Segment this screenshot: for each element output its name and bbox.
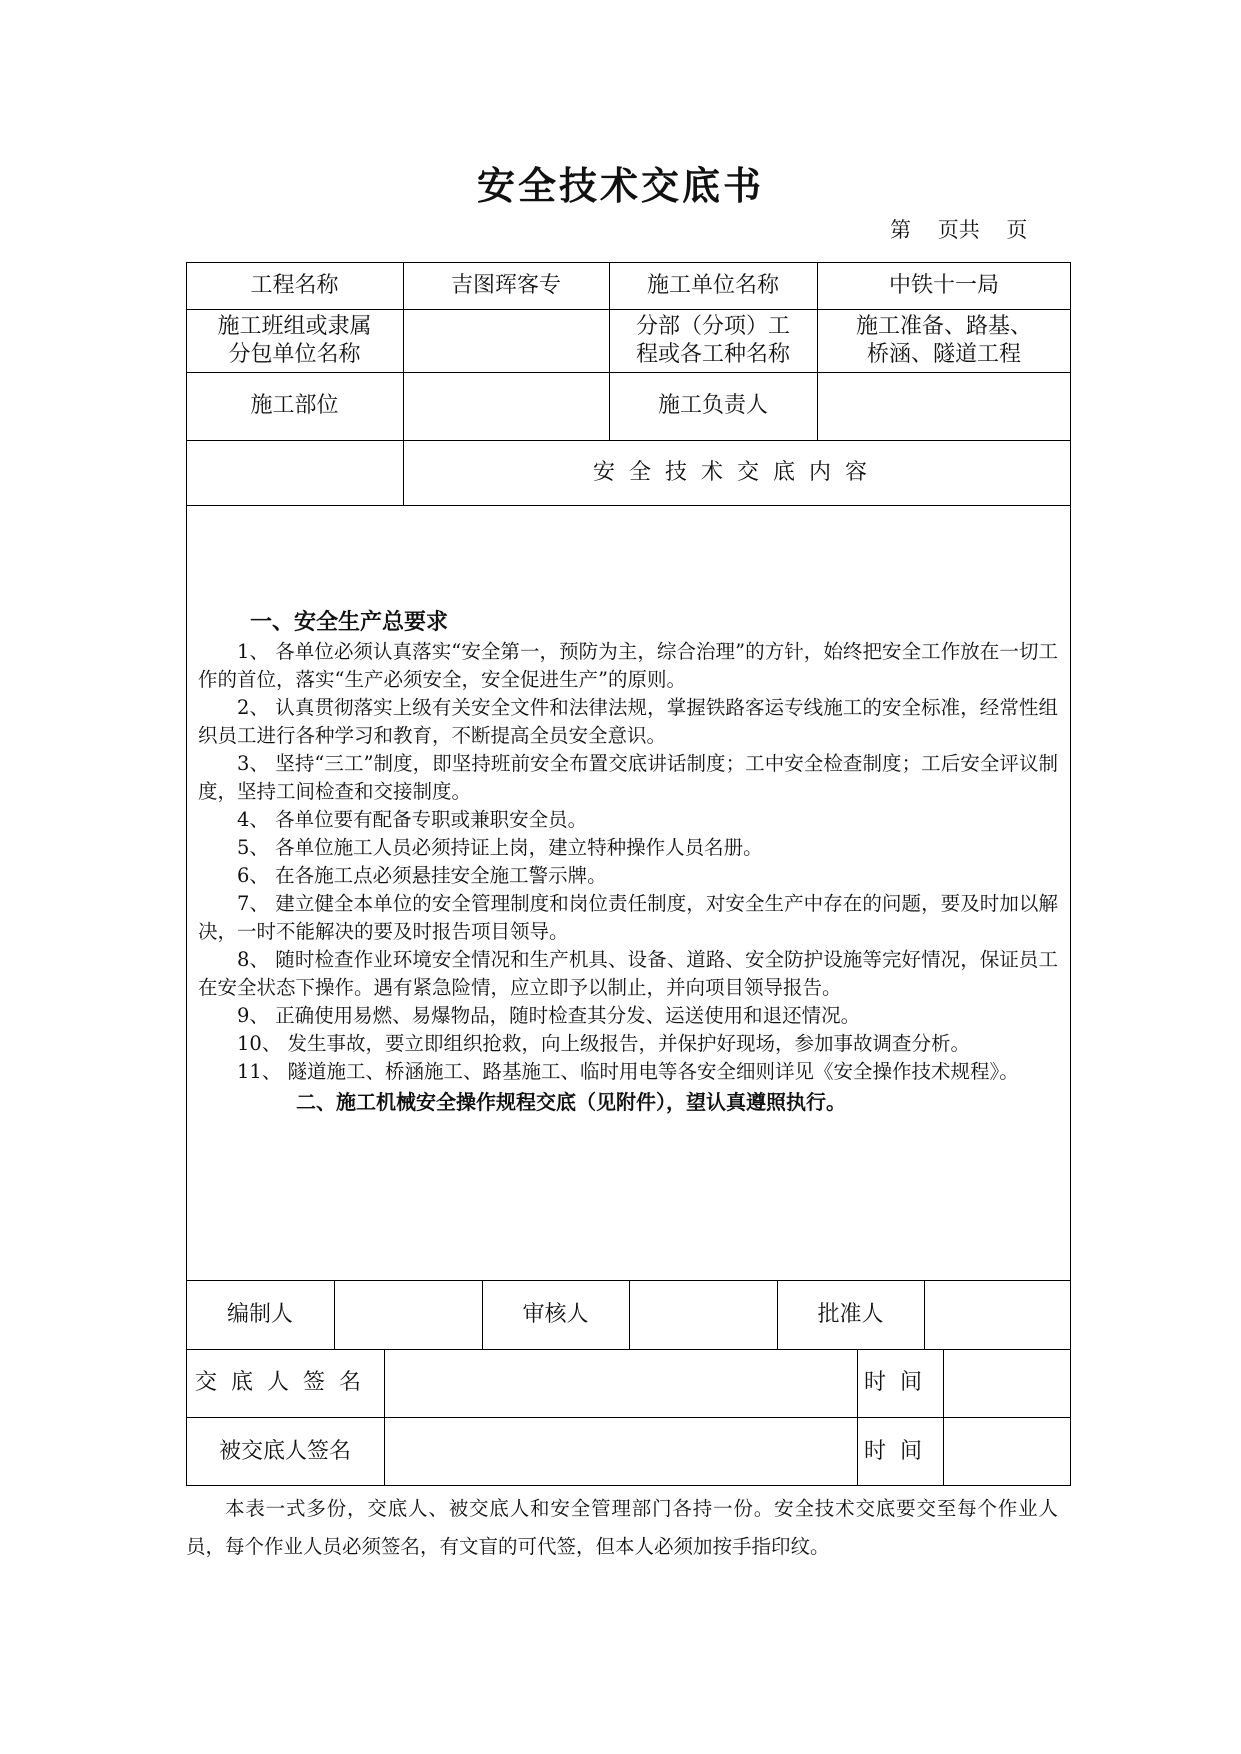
contractor-label: 施工单位名称	[646, 272, 779, 298]
content-item: 7、 建立健全本单位的安全管理制度和岗位责任制度，对安全生产中存在的问题，要及时加以解决，一时不能解决的要及时报告项目领导。	[198, 892, 1058, 943]
recipient-time-label: 时间	[863, 1438, 936, 1464]
location-label: 施工部位	[250, 393, 339, 418]
page-number: 第 页共 页	[890, 218, 1028, 242]
reviewer-value[interactable]	[629, 1280, 777, 1349]
content-item: 2、 认真贯彻落实上级有关安全文件和法律法规，掌握铁路客运专线施工的安全标准，经常性组织员工进行各种学习和教育，不断提高全员安全意识。	[198, 696, 1058, 747]
footer-note: 本表一式多份，交底人、被交底人和安全管理部门各持一份。安全技术交底要交至每个作业人员，每个作业人员必须签名，有文盲的可代签，但本人必须加按手指印纹。	[186, 1497, 1058, 1558]
content-item: 8、 随时检查作业环境安全情况和生产机具、设备、道路、安全防护设施等完好情况，保证员工在安全状态下操作。遇有紧急险情，应立即予以制止，并向项目领导报告。	[198, 948, 1058, 999]
content-heading: 安全技术交底内容	[592, 459, 881, 485]
team-value	[403, 309, 609, 372]
subproject-value: 施工准备、路基、 桥涵、隧道工程	[855, 313, 1032, 367]
recipient-signature[interactable]	[384, 1417, 857, 1486]
disclosure-content	[198, 608, 1058, 1116]
section1-heading: 一、安全生产总要求	[250, 609, 449, 635]
leader-label: 施工负责人	[657, 393, 768, 418]
subproject-label: 分部（分项）工 程或各工种名称	[635, 313, 790, 367]
content-item: 6、 在各施工点必须悬挂安全施工警示牌。	[237, 864, 607, 887]
team-label: 施工班组或隶属 分包单位名称	[217, 313, 372, 367]
reviewer-label: 审核人	[522, 1301, 589, 1327]
content-item: 4、 各单位要有配备专职或兼职安全员。	[237, 808, 588, 831]
content-item: 10、 发生事故，要立即组织抢救，向上级报告，并保护好现场，参加事故调查分析。	[237, 1032, 971, 1055]
location-value	[403, 372, 609, 440]
contractor-value: 中铁十一局	[888, 272, 999, 298]
discloser-signature[interactable]	[384, 1349, 857, 1417]
approver-value[interactable]	[924, 1280, 1071, 1349]
document-title: 安全技术交底书	[476, 163, 764, 208]
content-item: 11、 隧道施工、桥涵施工、路基施工、临时用电等各安全细则详见《安全操作技术规程》。	[237, 1060, 1019, 1083]
approver-label: 批准人	[817, 1301, 884, 1327]
discloser-label: 交底人签名	[194, 1370, 375, 1395]
leader-value	[817, 372, 1071, 440]
discloser-time-value[interactable]	[943, 1349, 1071, 1417]
recipient-label: 被交底人签名	[218, 1438, 351, 1464]
content-item: 5、 各单位施工人员必须持证上岗，建立特种操作人员名册。	[237, 836, 763, 859]
content-item: 3、 坚持“三工”制度，即坚持班前安全布置交底讲话制度；工中安全检查制度；工后安全评议制度，坚持工间检查和交接制度。	[198, 752, 1058, 803]
compiler-label: 编制人	[226, 1301, 293, 1327]
discloser-time-label: 时间	[863, 1370, 936, 1395]
compiler-value[interactable]	[334, 1280, 482, 1349]
section2-heading: 二、施工机械安全操作规程交底（见附件），望认真遵照执行。	[296, 1090, 846, 1114]
recipient-time-value[interactable]	[943, 1417, 1071, 1486]
content-item: 1、 各单位必须认真落实“安全第一，预防为主，综合治理”的方针，始终把安全工作放在一切工作的首位，落实“生产必须安全，安全促进生产”的原则。	[198, 640, 1058, 691]
content-item: 9、 正确使用易燃、易爆物品，随时检查其分发、运送使用和退还情况。	[237, 1004, 861, 1027]
project-name-value: 吉图珲客专	[450, 272, 561, 298]
project-name-label: 工程名称	[250, 272, 339, 298]
